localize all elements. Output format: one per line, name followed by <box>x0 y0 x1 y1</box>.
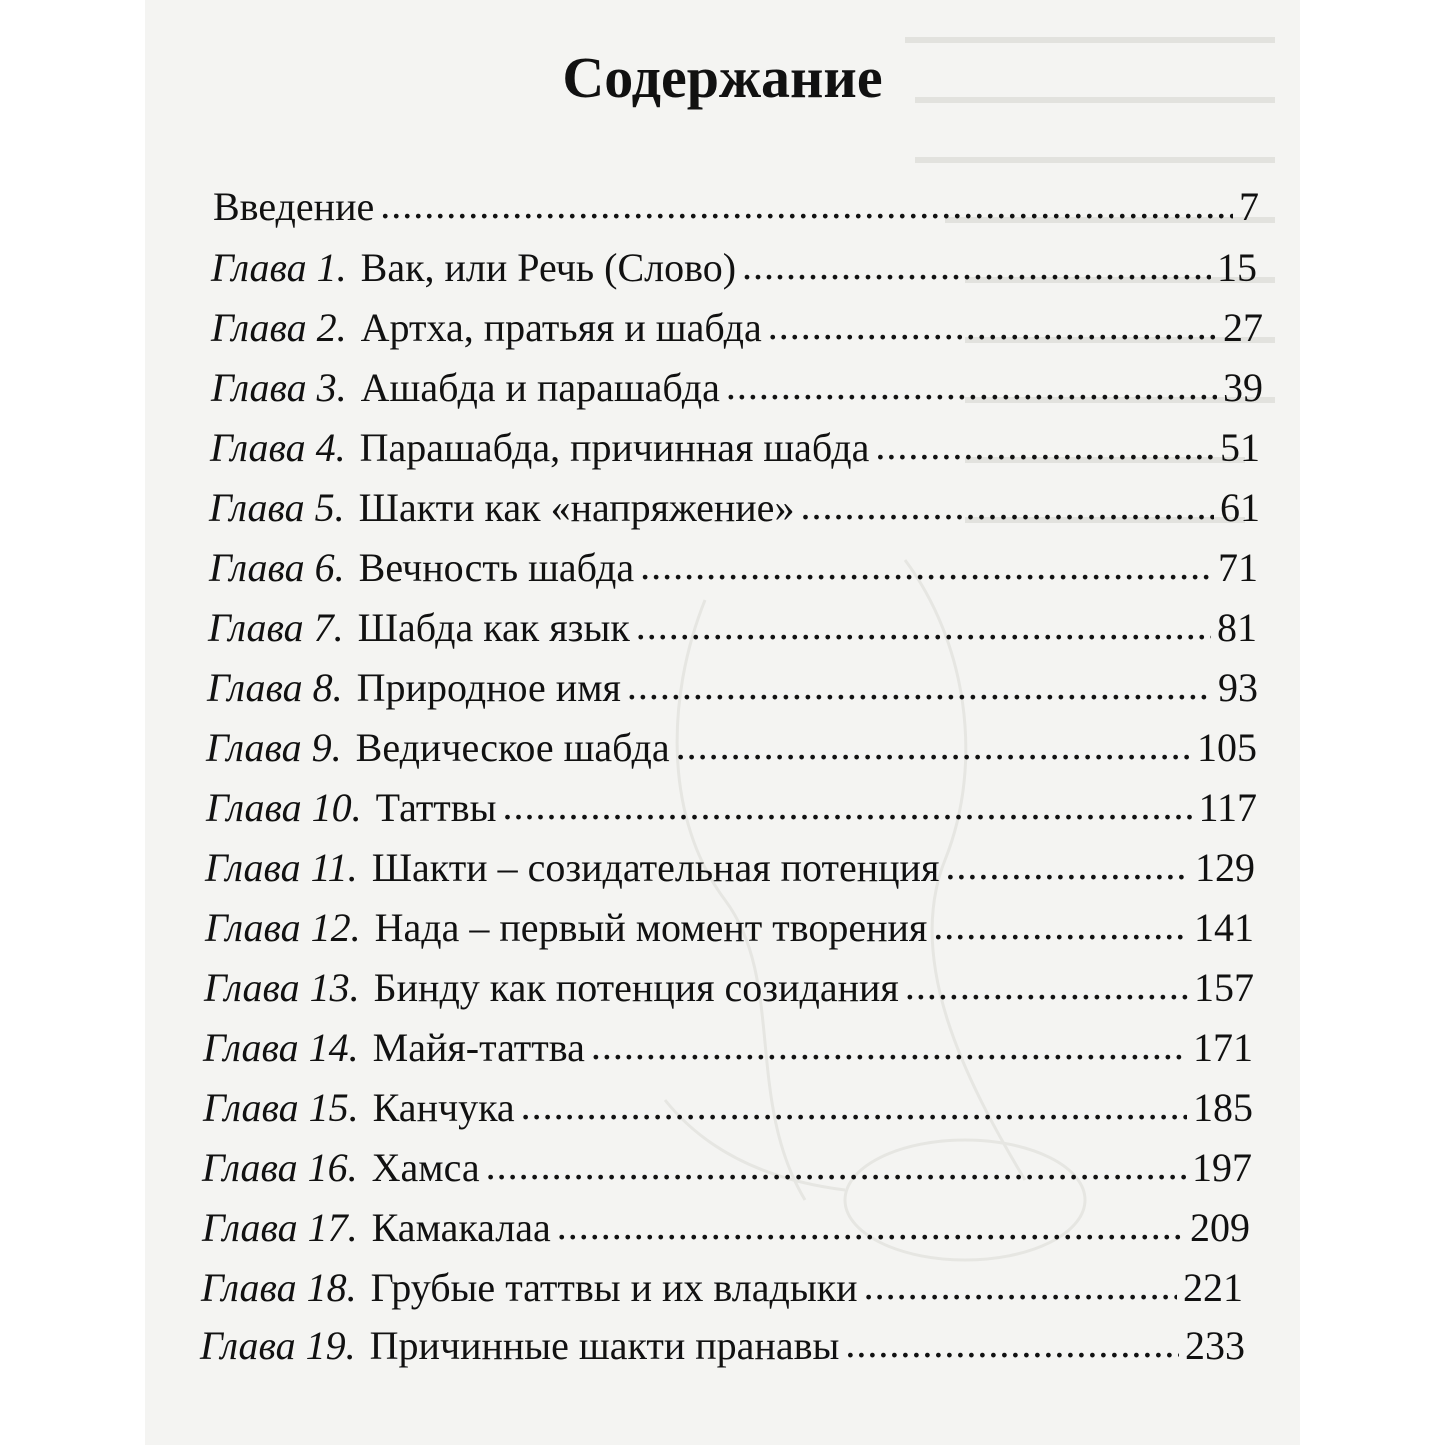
dot-leader <box>726 363 1217 413</box>
dot-leader <box>875 423 1214 473</box>
toc-entry-title: Бинду как потенция созидания <box>373 965 899 1010</box>
chapter-label: Глава 15. <box>203 1085 359 1130</box>
toc-page-number: 117 <box>1198 785 1257 830</box>
toc-entry-title: Введение <box>213 184 375 229</box>
toc-entry-title: Шакти как «напряжение» <box>358 485 795 530</box>
toc-entry-chapter-15 <box>203 1083 1253 1133</box>
dot-leader <box>676 723 1191 773</box>
toc-page-number: 93 <box>1218 665 1258 710</box>
dot-leader <box>557 1203 1184 1253</box>
toc-entry-chapter-14 <box>203 1023 1253 1073</box>
toc-page-number: 7 <box>1239 184 1259 229</box>
toc-entry-title: Шакти – созидательная потенция <box>371 845 940 890</box>
chapter-label: Глава 11. <box>205 845 358 890</box>
dot-leader <box>742 243 1211 293</box>
chapter-label: Глава 19. <box>200 1323 356 1368</box>
toc-entry-title: Парашабда, причинная шабда <box>359 425 870 470</box>
toc-entry-title: Природное имя <box>356 665 621 710</box>
toc-entry-title: Причинные шакти пранавы <box>369 1323 840 1368</box>
toc-entry-chapter-4 <box>210 423 1260 473</box>
toc-entry-chapter-8 <box>207 663 1258 713</box>
toc-entry-title: Ашабда и парашабда <box>360 365 720 410</box>
toc-entry-chapter-3 <box>211 363 1263 413</box>
toc-entry-chapter-12 <box>205 903 1254 953</box>
dot-leader <box>636 603 1211 653</box>
dot-leader <box>905 963 1188 1013</box>
dot-leader <box>627 663 1212 713</box>
dot-leader <box>503 783 1193 833</box>
chapter-label: Глава 14. <box>203 1025 359 1070</box>
dot-leader <box>864 1263 1177 1313</box>
toc-entry-title: Камакалаа <box>371 1205 551 1250</box>
toc-entry-title: Хамса <box>371 1145 480 1190</box>
toc-page-number: 51 <box>1220 425 1260 470</box>
chapter-label: Глава 16. <box>202 1145 358 1190</box>
chapter-label: Глава 17. <box>202 1205 358 1250</box>
toc-entry-chapter-17 <box>202 1203 1250 1253</box>
dot-leader <box>380 182 1233 232</box>
toc-page-number: 185 <box>1193 1085 1253 1130</box>
chapter-label: Глава 18. <box>201 1265 357 1310</box>
table-of-contents <box>145 0 1300 1445</box>
chapter-label: Глава 12. <box>205 905 361 950</box>
toc-entry-title: Канчука <box>372 1085 515 1130</box>
toc-page-number: 221 <box>1183 1265 1243 1310</box>
toc-entry-chapter-13 <box>204 963 1254 1013</box>
toc-entry-intro <box>213 182 1259 232</box>
chapter-label: Глава 6. <box>209 545 345 590</box>
toc-page-number: 141 <box>1194 905 1254 950</box>
dot-leader <box>640 543 1212 593</box>
toc-entry-title: Шабда как язык <box>357 605 630 650</box>
toc-page-number: 81 <box>1217 605 1257 650</box>
toc-entry-chapter-5 <box>209 483 1260 533</box>
toc-entry-title: Таттвы <box>375 785 497 830</box>
dot-leader <box>845 1321 1179 1371</box>
toc-page-number: 233 <box>1185 1323 1245 1368</box>
toc-entry-title: Вечность шабда <box>358 545 635 590</box>
dot-leader <box>945 843 1189 893</box>
chapter-label: Глава 7. <box>208 605 344 650</box>
dot-leader <box>521 1083 1187 1133</box>
chapter-label: Глава 4. <box>210 425 346 470</box>
toc-entry-chapter-1 <box>211 243 1257 293</box>
toc-page-number: 27 <box>1223 305 1263 350</box>
toc-page-number: 209 <box>1190 1205 1250 1250</box>
toc-page-number: 157 <box>1194 965 1254 1010</box>
toc-page-number: 39 <box>1223 365 1263 410</box>
toc-page-number: 61 <box>1220 485 1260 530</box>
chapter-label: Глава 3. <box>211 365 347 410</box>
toc-entry-chapter-10 <box>206 783 1257 833</box>
chapter-label: Глава 2. <box>211 305 347 350</box>
toc-entry-title: Грубые таттвы и их владыки <box>370 1265 858 1310</box>
toc-entry-title: Вак, или Речь (Слово) <box>360 245 737 290</box>
dot-leader <box>800 483 1214 533</box>
dot-leader <box>486 1143 1186 1193</box>
chapter-label: Глава 13. <box>204 965 360 1010</box>
chapter-label: Глава 8. <box>207 665 343 710</box>
toc-entry-title: Ведическое шабда <box>355 725 670 770</box>
dot-leader <box>591 1023 1187 1073</box>
toc-entry-chapter-11 <box>205 843 1255 893</box>
toc-entry-title: Майя-таттва <box>372 1025 585 1070</box>
dot-leader <box>933 903 1188 953</box>
toc-page-number: 105 <box>1197 725 1257 770</box>
toc-entry-chapter-7 <box>208 603 1257 653</box>
toc-entry-title: Нада – первый момент творения <box>374 905 928 950</box>
dot-leader <box>768 303 1217 353</box>
page-title: Содержание <box>562 45 883 110</box>
toc-page-number: 129 <box>1195 845 1255 890</box>
toc-page-number: 171 <box>1193 1025 1253 1070</box>
toc-page-number: 197 <box>1192 1145 1252 1190</box>
toc-entry-title: Артха, пратьяя и шабда <box>360 305 762 350</box>
toc-entry-chapter-2 <box>211 303 1263 353</box>
chapter-label: Глава 1. <box>211 245 347 290</box>
chapter-label: Глава 10. <box>206 785 362 830</box>
toc-entry-chapter-19 <box>200 1321 1245 1371</box>
toc-page-number: 71 <box>1218 545 1258 590</box>
chapter-label: Глава 9. <box>206 725 342 770</box>
chapter-label: Глава 5. <box>209 485 345 530</box>
toc-entry-chapter-18 <box>201 1263 1243 1313</box>
toc-entry-chapter-6 <box>209 543 1258 593</box>
book-page <box>145 0 1300 1445</box>
toc-entry-chapter-9 <box>206 723 1257 773</box>
toc-page-number: 15 <box>1217 245 1257 290</box>
toc-entry-chapter-16 <box>202 1143 1252 1193</box>
